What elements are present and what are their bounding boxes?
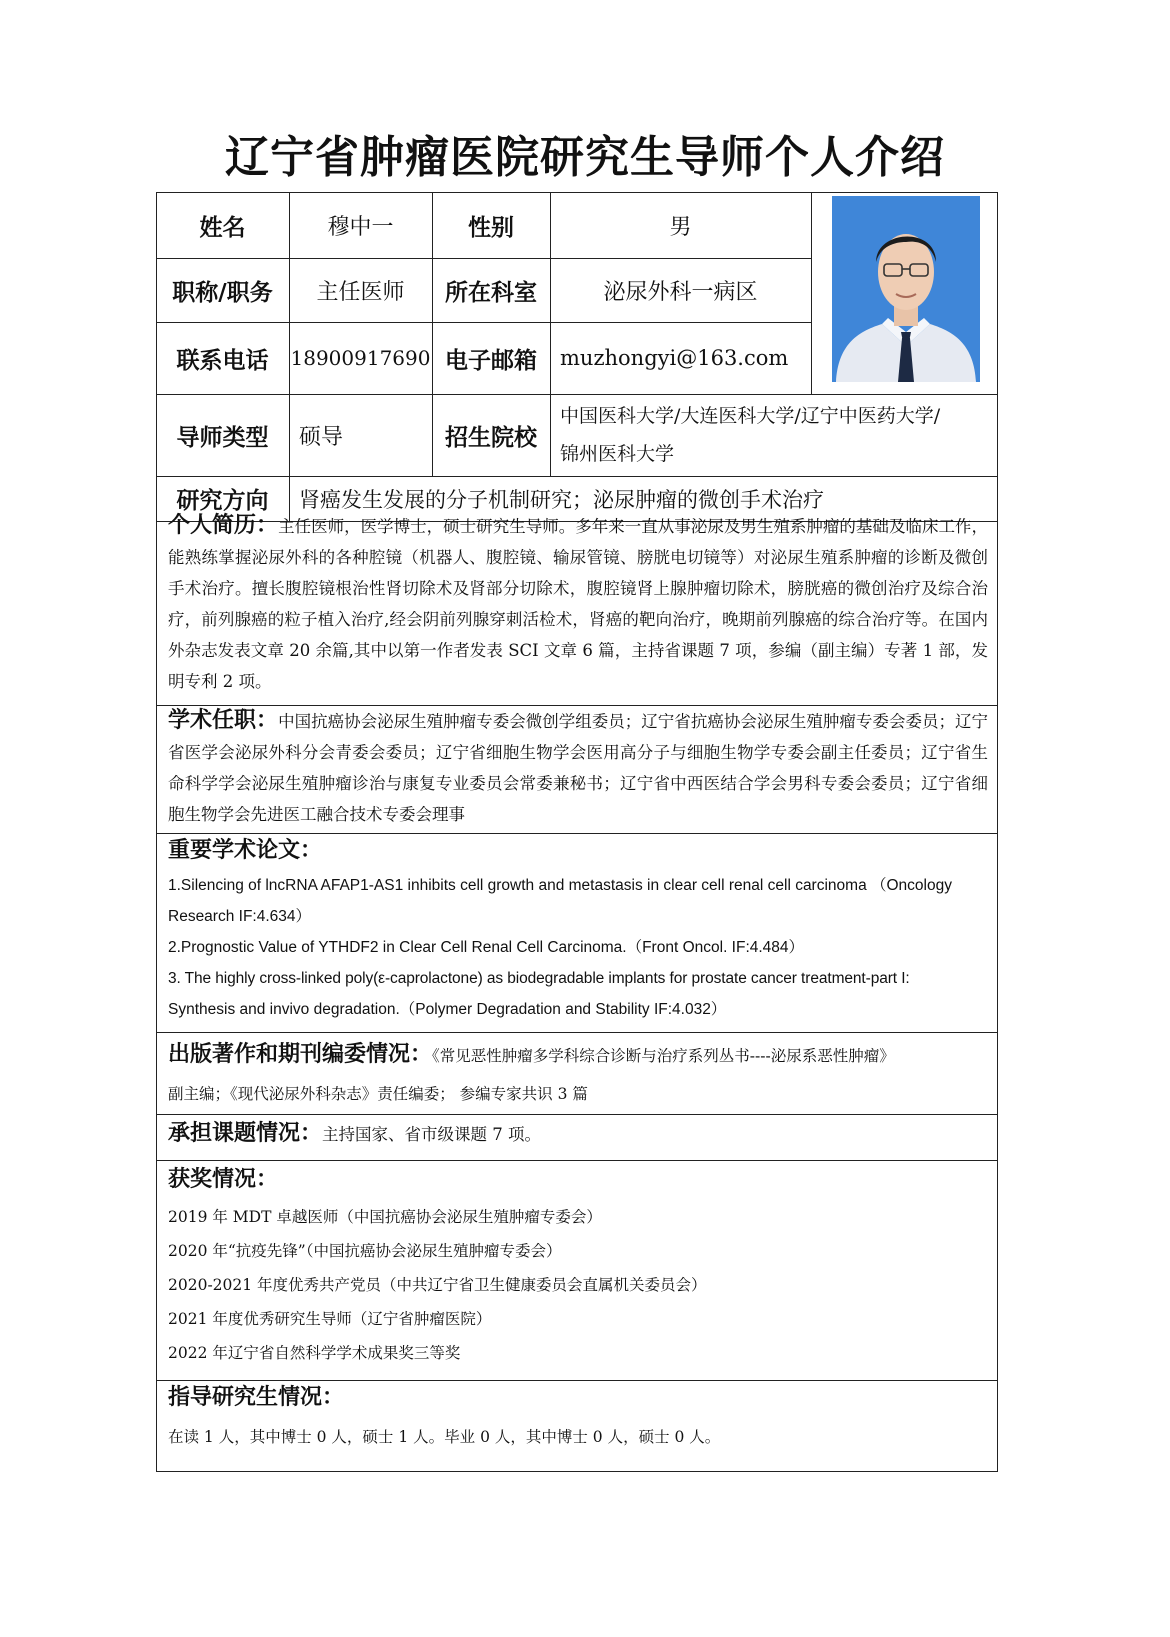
row-divider	[156, 833, 998, 834]
papers-list	[168, 870, 990, 1025]
paper-line: Research IF:4.634）	[168, 908, 312, 925]
page-title: 辽宁省肿瘤医院研究生导师个人介绍	[225, 132, 945, 183]
bio-section	[168, 510, 988, 697]
row-divider	[156, 1032, 998, 1033]
publications-line2: 副主编；《现代泌尿外科杂志》责任编委； 参编专家共识 3 篇	[168, 1085, 588, 1103]
row-divider	[156, 1380, 998, 1381]
value-department: 泌尿外科一病区	[603, 279, 758, 305]
posts-heading: 学术任职：	[168, 708, 279, 733]
projects-heading: 承担课题情况：	[168, 1121, 323, 1146]
awards-heading: 获奖情况：	[168, 1167, 279, 1192]
row-divider	[156, 1114, 998, 1115]
label-research: 研究方向	[176, 488, 269, 514]
schools-line: 锦州医科大学	[560, 443, 675, 465]
award-item: 2020-2021 年度优秀共产党员（中共辽宁省卫生健康委员会直属机关委员会）	[168, 1276, 707, 1294]
award-item: 2019 年 MDT 卓越医师（中国抗癌协会泌尿生殖肿瘤专委会）	[168, 1208, 602, 1226]
award-item: 2022 年辽宁省自然科学学术成果奖三等奖	[168, 1344, 461, 1362]
paper-line: 1.Silencing of lncRNA AFAP1-AS1 inhibits cell growth and metastasis in clear cell renal cell carcinoma （Oncology	[168, 877, 952, 894]
label-gender: 性别	[468, 214, 514, 241]
papers-section	[168, 835, 988, 867]
portrait-photo	[832, 196, 980, 382]
awards-list	[168, 1200, 990, 1370]
paper-line: 2.Prognostic Value of YTHDF2 in Clear Cell Renal Cell Carcinoma.（Front Oncol. IF:4.484）	[168, 939, 805, 956]
label-supervisor-type: 导师类型	[176, 424, 269, 451]
award-item: 2020 年“抗疫先锋”（中国抗癌协会泌尿生殖肿瘤专委会）	[168, 1242, 562, 1260]
students-text: 在读 1 人，其中博士 0 人，硕士 1 人。毕业 0 人，其中博士 0 人，硕士 0 人。	[168, 1428, 721, 1446]
paper-line: Synthesis and invivo degradation.（Polymer Degradation and Stability IF:4.032）	[168, 1001, 727, 1018]
value-research: 肾癌发生发展的分子机制研究；泌尿肿瘤的微创手术治疗	[299, 487, 824, 512]
posts-text: 中国抗癌协会泌尿生殖肿瘤专委会微创学组委员；辽宁省抗癌协会泌尿生殖肿瘤专委会委员；辽宁省医学会泌尿外科分会青委会委员；辽宁省细胞生物学会医用高分子与细胞生物学专委会副主任委员；辽宁省生命科学学会泌尿生殖肿瘤诊治与康复专业委员会常委兼秘书；辽宁省中西医结合学会男科专委会委员；辽宁省细胞生物学会先进医工融合技术专委会理事	[168, 712, 988, 824]
publications-section	[168, 1036, 990, 1113]
label-name: 姓名	[199, 214, 246, 241]
value-supervisor-type: 硕导	[299, 424, 344, 450]
value-gender: 男	[669, 214, 692, 240]
schools-line: 中国医科大学/大连医科大学/辽宁中医药大学/	[560, 405, 941, 427]
students-heading: 指导研究生情况：	[168, 1385, 345, 1410]
value-phone: 18900917690	[290, 346, 431, 370]
value-position: 主任医师	[316, 279, 405, 305]
projects-text: 主持国家、省市级课题 7 项。	[322, 1125, 542, 1144]
row-divider	[156, 1160, 998, 1161]
label-position: 职称/职务	[172, 279, 273, 306]
publications-heading: 出版著作和期刊编委情况：	[168, 1042, 433, 1067]
label-phone: 联系电话	[176, 347, 269, 374]
label-schools: 招生院校	[445, 424, 537, 451]
students-section	[168, 1382, 988, 1414]
value-schools	[560, 394, 996, 476]
bio-text: 主任医师，医学博士，硕士研究生导师。多年来一直从事泌尿及男生殖系肿瘤的基础及临床工作，能熟练掌握泌尿外科的各种腔镜（机器人、腹腔镜、输尿管镜、膀胱电切镜等）对泌尿生殖系肿瘤的诊断及微创手术治疗。擅长腹腔镜根治性肾切除术及肾部分切除术，腹腔镜肾上腺肿瘤切除术，膀胱癌的微创治疗及综合治疗，前列腺癌的粒子植入治疗,经会阴前列腺穿刺活检术，肾癌的靶向治疗，晚期前列腺癌的综合治疗等。在国内外杂志发表文章 20 余篇,其中以第一作者发表 SCI 文章 6 篇，主持省课题 7 项，参编（副主编）专著 1 部，发明专利 2 项。	[168, 517, 988, 691]
publications-line1: 《常见恶性肿瘤多学科综合诊断与治疗系列丛书----泌尿系恶性肿瘤》	[432, 1047, 895, 1065]
label-email: 电子邮箱	[445, 347, 537, 374]
award-item: 2021 年度优秀研究生导师（辽宁省肿瘤医院）	[168, 1310, 492, 1328]
label-department: 所在科室	[445, 279, 537, 306]
value-email[interactable]: muzhongyi@163.com	[560, 346, 789, 370]
awards-section	[168, 1164, 988, 1196]
projects-section	[168, 1118, 988, 1150]
col-divider	[811, 192, 812, 394]
value-name: 穆中一	[327, 214, 394, 240]
papers-heading: 重要学术论文：	[168, 838, 323, 863]
paper-line: 3. The highly cross-linked poly(ε-caprolactone) as biodegradable implants for prostate cancer treatment-part I:	[168, 970, 910, 987]
posts-section	[168, 705, 988, 830]
bio-heading: 个人简历：	[168, 513, 279, 538]
